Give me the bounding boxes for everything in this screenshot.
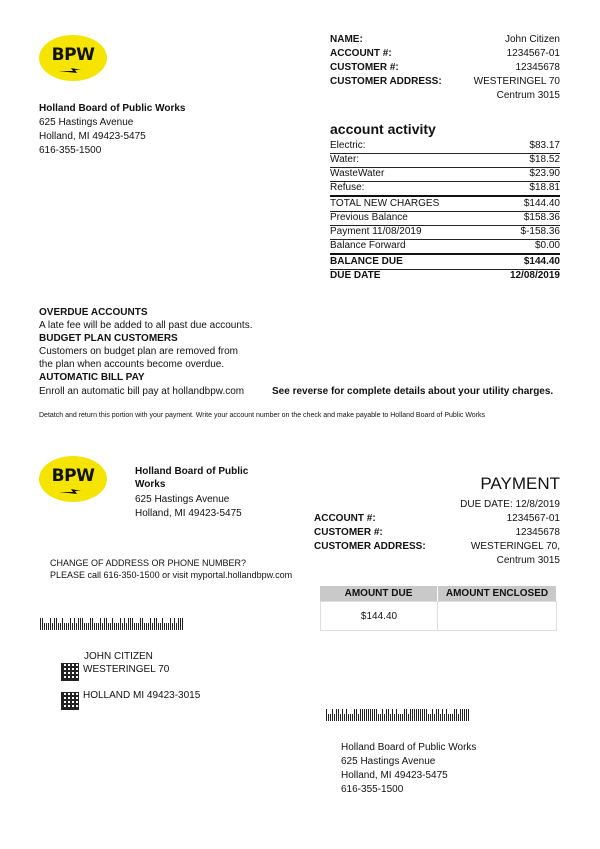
stub-address-line1: WESTERINGEL 70,	[470, 541, 560, 552]
amount-due-value: $144.40	[320, 601, 438, 631]
postal-barcode	[40, 618, 183, 630]
balance-due-row	[330, 256, 560, 267]
logo-text: BPW	[51, 466, 95, 486]
budget-text-2: the plan when accounts become overdue.	[39, 359, 225, 370]
stub-city: Holland, MI 49423-5475	[135, 508, 242, 519]
lightning-bolt-icon	[59, 67, 89, 74]
payment-heading: PAYMENT	[480, 474, 560, 493]
overdue-text: A late fee will be added to all past due accounts.	[39, 320, 253, 331]
change-address-line1: CHANGE OF ADDRESS OR PHONE NUMBER?	[50, 558, 247, 568]
company-street: 625 Hastings Avenue	[39, 117, 134, 128]
amount-due-header: AMOUNT DUE	[320, 586, 437, 601]
activity-label: Electric:	[330, 140, 366, 151]
bpw-logo	[39, 456, 107, 502]
thick-divider	[330, 195, 560, 197]
amount-enclosed-field[interactable]	[437, 601, 557, 631]
summary-label: Previous Balance	[330, 212, 408, 223]
mail-city: HOLLAND MI 49423-3015	[83, 690, 201, 701]
address-row	[330, 76, 560, 87]
stub-street: 625 Hastings Avenue	[135, 494, 230, 505]
summary-row	[330, 198, 560, 209]
autopay-title: AUTOMATIC BILL PAY	[39, 372, 145, 383]
activity-value: $23.90	[529, 168, 560, 179]
budget-title: BUDGET PLAN CUSTOMERS	[39, 333, 178, 344]
activity-label: WasteWater	[330, 168, 385, 179]
stub-customer-label: CUSTOMER #:	[314, 527, 383, 538]
summary-value: $0.00	[534, 240, 560, 251]
amount-enclosed-header: AMOUNT ENCLOSED	[438, 586, 556, 601]
activity-value: $83.17	[529, 140, 560, 151]
customer-value: 12345678	[515, 62, 560, 73]
address-line1: WESTERINGEL 70	[473, 76, 560, 87]
account-row	[330, 48, 560, 59]
address-line2: Centrum 3015	[496, 90, 560, 101]
activity-heading: account activity	[330, 121, 436, 137]
company-phone: 616-355-1500	[39, 145, 102, 156]
company-name: Holland Board of Public Works	[39, 103, 186, 114]
summary-label: Payment 11/08/2019	[330, 226, 422, 237]
summary-value: $158.36	[523, 212, 560, 223]
customer-number-row	[330, 62, 560, 73]
bpw-logo	[39, 35, 107, 81]
remit-street: 625 Hastings Avenue	[341, 756, 436, 767]
qr-code-icon	[61, 663, 79, 681]
summary-label: Balance Forward	[330, 240, 406, 251]
name-value: John Citizen	[504, 34, 560, 45]
see-reverse-note: See reverse for complete details about your utility charges.	[272, 386, 554, 397]
due-date-row	[330, 270, 560, 281]
overdue-title: OVERDUE ACCOUNTS	[39, 307, 148, 318]
summary-row	[330, 240, 560, 251]
summary-value: $144.40	[523, 198, 560, 209]
customer-name-row	[330, 34, 560, 45]
account-value: 1234567-01	[506, 48, 560, 59]
activity-row	[330, 140, 560, 151]
activity-row	[330, 182, 560, 193]
summary-value: $-158.36	[520, 226, 560, 237]
activity-value: $18.81	[529, 182, 560, 193]
account-label: ACCOUNT #:	[330, 48, 392, 59]
stub-account-value: 1234567-01	[506, 513, 560, 524]
lightning-bolt-icon	[59, 488, 89, 495]
customer-label: CUSTOMER #:	[330, 62, 399, 73]
stub-address-line2: Centrum 3015	[496, 555, 560, 566]
address-label: CUSTOMER ADDRESS:	[330, 76, 442, 87]
balance-due-value: $144.40	[523, 256, 560, 267]
due-date-label: DUE DATE	[330, 270, 381, 281]
company-city: Holland, MI 49423-5475	[39, 131, 146, 142]
change-address-line2: PLEASE call 616-350-1500 or visit myportal.hollandbpw.com	[50, 570, 293, 580]
mail-name: JOHN CITIZEN	[84, 651, 153, 662]
remit-phone: 616-355-1500	[341, 784, 404, 795]
stub-address-row	[314, 541, 560, 552]
summary-row	[330, 226, 560, 237]
stub-account-label: ACCOUNT #:	[314, 513, 376, 524]
stub-customer-row	[314, 527, 560, 538]
stub-company-name-1: Holland Board of Public	[135, 466, 249, 477]
stub-account-row	[314, 513, 560, 524]
mail-street: WESTERINGEL 70	[83, 664, 170, 675]
thick-divider	[330, 253, 560, 255]
stub-due-date: DUE DATE: 12/8/2019	[460, 499, 560, 510]
remit-name: Holland Board of Public Works	[341, 742, 477, 753]
detach-instruction: Detatch and return this portion with your payment. Write your account number on the check and make payable to Holland Board of Public Works	[39, 412, 486, 419]
name-label: NAME:	[330, 34, 363, 45]
logo-text: BPW	[51, 45, 95, 65]
autopay-text: Enroll an automatic bill pay at hollandbpw.com	[39, 386, 245, 397]
stub-customer-value: 12345678	[515, 527, 560, 538]
stub-company-name-2: Works	[135, 479, 166, 490]
balance-due-label: BALANCE DUE	[330, 256, 403, 267]
activity-label: Water:	[330, 154, 360, 165]
activity-value: $18.52	[529, 154, 560, 165]
postal-barcode	[326, 709, 469, 721]
qr-code-icon	[61, 692, 79, 710]
summary-row	[330, 212, 560, 223]
summary-label: TOTAL NEW CHARGES	[330, 198, 440, 209]
remit-city: Holland, MI 49423-5475	[341, 770, 448, 781]
due-date-value: 12/08/2019	[509, 270, 560, 281]
activity-row	[330, 168, 560, 179]
activity-row	[330, 154, 560, 165]
budget-text-1: Customers on budget plan are removed from	[39, 346, 238, 357]
stub-address-label: CUSTOMER ADDRESS:	[314, 541, 426, 552]
activity-label: Refuse:	[330, 182, 365, 193]
